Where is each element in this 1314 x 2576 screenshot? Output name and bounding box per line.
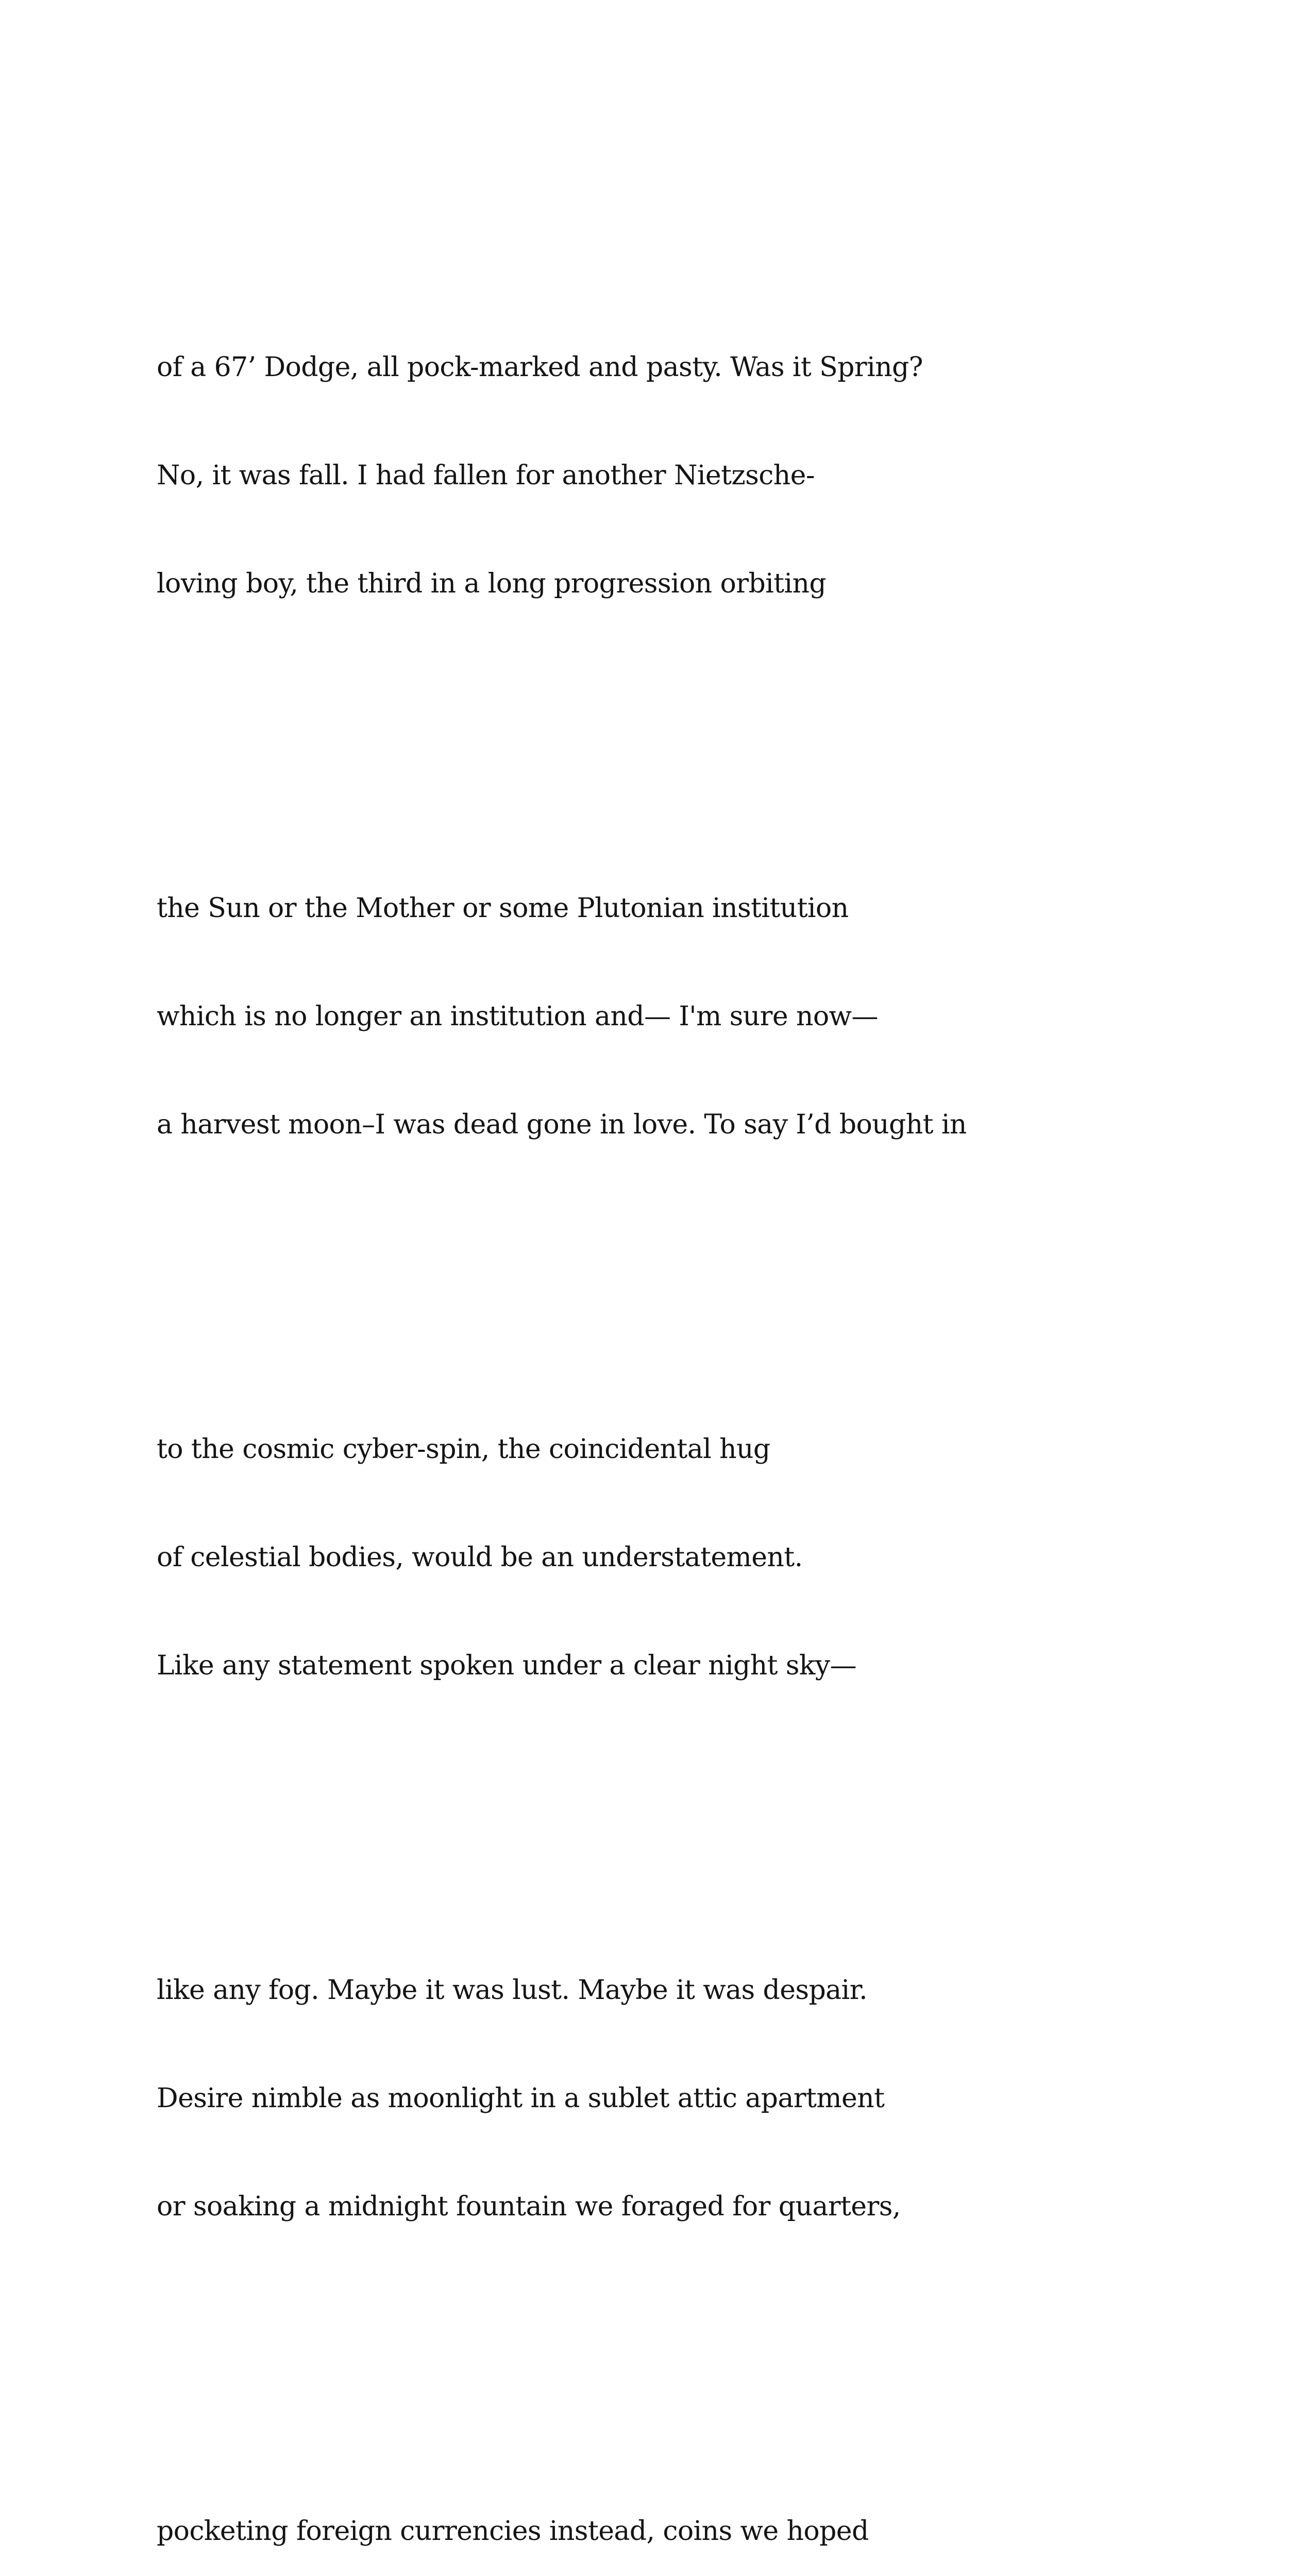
poem-line: loving boy, the third in a long progression orbiting	[157, 568, 827, 599]
poem-line: the Sun or the Mother or some Plutonian institution	[157, 893, 849, 924]
poem-line: to the cosmic cyber-spin, the coincidental hug	[157, 1434, 770, 1465]
stanza	[157, 277, 1187, 674]
poem-line: like any fog. Maybe it was lust. Maybe it was despair.	[157, 1975, 868, 2006]
poem-body	[157, 169, 1187, 2576]
poem-line: a harvest moon–I was dead gone in love. To say I’d bought in	[157, 1109, 967, 1140]
poem-line: of a 67’ Dodge, all pock-marked and pasty. Was it Spring?	[157, 352, 923, 383]
stanza	[157, 818, 1187, 1215]
poem-line: or soaking a midnight fountain we foraged for quarters,	[157, 2191, 901, 2222]
poem-line: No, it was fall. I had fallen for another Nietzsche-	[157, 460, 815, 491]
stanza	[157, 2441, 1187, 2576]
stanza	[157, 1900, 1187, 2297]
poem-line: which is no longer an institution and— I'm sure now—	[157, 1001, 878, 1032]
poem-line: pocketing foreign currencies instead, coins we hoped	[157, 2516, 869, 2547]
poem-line: of celestial bodies, would be an understatement.	[157, 1542, 803, 1573]
poem-line: Like any statement spoken under a clear night sky—	[157, 1650, 856, 1681]
poem-line: Desire nimble as moonlight in a sublet attic apartment	[157, 2083, 885, 2114]
stanza	[157, 1359, 1187, 1756]
